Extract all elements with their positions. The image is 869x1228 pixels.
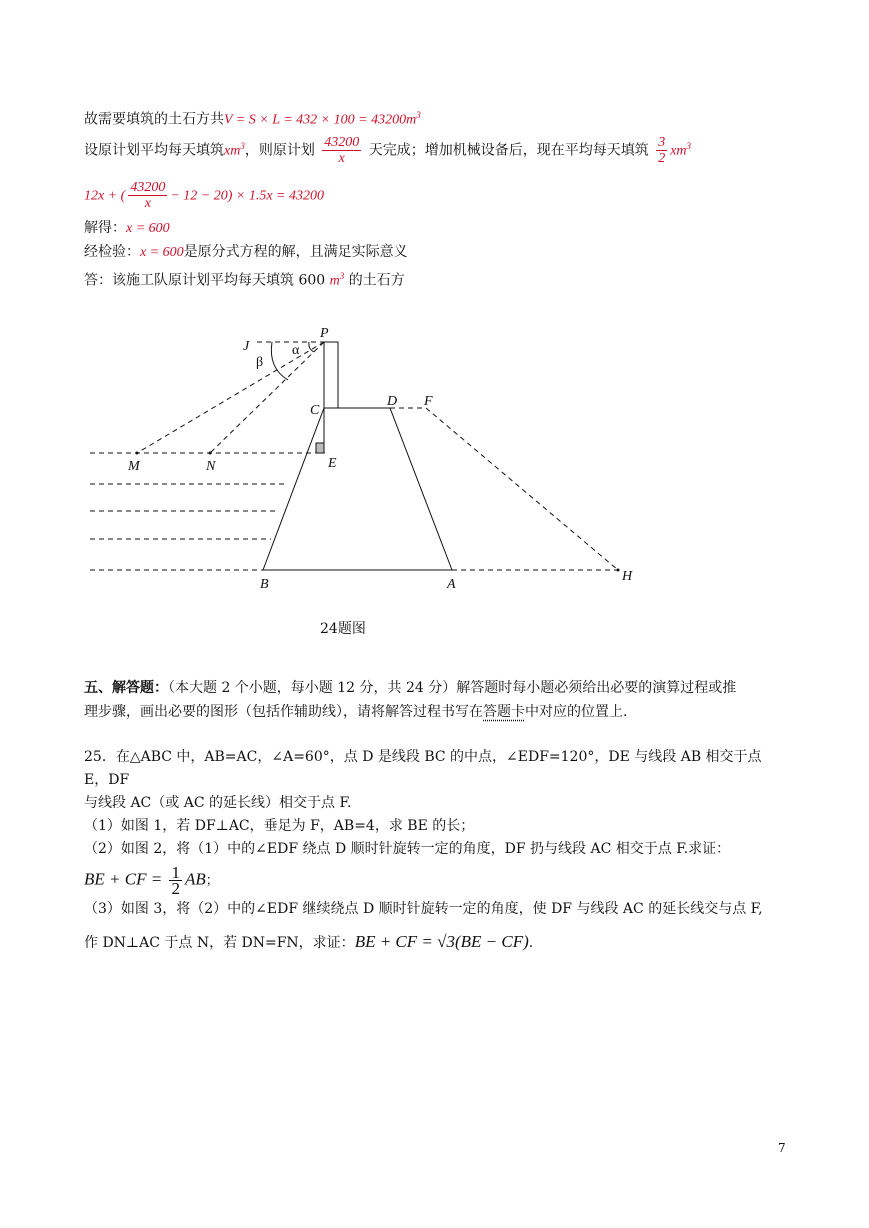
solution-check: [84, 242, 408, 263]
q25-line2: 与线段 AC（或 AC 的延长线）相交于点 F.: [84, 795, 352, 811]
label-a: A: [447, 577, 456, 592]
setup-text-c: ，则原计划: [244, 142, 315, 159]
q25-line7-math: BE + CF = √3(BE − CF): [354, 932, 529, 951]
point-n: [209, 452, 212, 455]
label-n: N: [206, 459, 216, 474]
q25-line6: （3）如图 3，将（2）中的∠EDF 继续绕点 D 顺时针旋转一定的角度，使 DF 与线段 AC 的延长线交与点 F,: [84, 901, 763, 917]
volume-text: 故需要填筑的土石方共: [84, 111, 224, 128]
label-p: P: [320, 326, 329, 341]
q25-line4: （2）如图 2，将（1）中的∠EDF 绕点 D 顺时针旋转一定的角度，DF 扔与线段 AC 相交于点 F.求证：: [84, 841, 731, 857]
label-beta: β: [256, 355, 264, 370]
figure-caption: 24题图: [320, 621, 366, 637]
solution-line-volume: [84, 105, 421, 131]
label-h: H: [622, 569, 633, 584]
setup-xm-2: xm: [670, 143, 687, 159]
check-label: 经检验：: [84, 244, 140, 260]
line-pm: [137, 342, 324, 453]
label-e: E: [328, 456, 337, 471]
line-fh: [426, 408, 618, 570]
check-text: 是原分式方程的解，且满足实际意义: [183, 244, 408, 260]
check-value: x = 600: [140, 245, 184, 260]
section-intro-line2a: 理步骤，画出必要的图形（包括作辅助线），请将解答过程书写在: [84, 704, 483, 720]
label-f: F: [424, 394, 433, 409]
answer-text-a: 答：该施工队原计划平均每天填筑 600: [84, 272, 330, 289]
q25-line5: BE + CF = $\frac{1}{2}$ AB；: [84, 863, 219, 898]
point-h: [617, 569, 620, 572]
solution-line-setup: 设原计划平均每天填筑$xm^3$，则原计划 $\frac{43200}{x}$ 天完成；增加机械设备后，现在平均每天填筑 $\frac{3}{2}$ $xm^3$: [84, 135, 692, 166]
page-number: 7: [778, 1141, 786, 1155]
solve-label: 解得：: [84, 220, 126, 236]
q25-line3: （1）如图 1，若 DF⊥AC，垂足为 F，AB=4，求 BE 的长；: [84, 818, 475, 834]
q25-line5-left: BE + CF =: [84, 869, 163, 889]
solve-value: x = 600: [126, 221, 170, 236]
q25-line5-right: AB: [184, 869, 206, 889]
pole: [324, 342, 338, 408]
answer-card-emphasis: 答题卡: [483, 704, 525, 720]
question-25: [84, 746, 784, 955]
section-heading: 五、解答题：: [84, 680, 168, 696]
setup-xm: xm: [224, 143, 241, 159]
right-angle-mark: [316, 443, 324, 453]
label-c: C: [310, 403, 320, 418]
line-pn: [210, 342, 324, 453]
setup-text-d: 天完成；增加机械设备后，现在平均每天填筑: [368, 142, 649, 159]
label-alpha: α: [292, 343, 300, 358]
section-intro: [84, 676, 784, 724]
q25-line7: 作 DN⊥AC 于点 N，若 DN=FN，求证：BE + CF = √3(BE − CF).: [84, 932, 534, 951]
volume-equation: V = S × L = 432 × 100 = 43200m: [224, 112, 417, 128]
eq-fraction: $\frac{43200}{x}$: [130, 180, 166, 211]
solution-equation: [84, 180, 324, 211]
dam-trapezoid: [263, 408, 452, 570]
label-d: D: [387, 394, 398, 409]
q25-half-fraction: $\frac{1}{2}$: [171, 863, 180, 898]
q25-line7-text: 作 DN⊥AC 于点 N，若 DN=FN，求证：: [84, 935, 355, 951]
label-b: B: [260, 577, 269, 592]
answer-text-b: 的土石方: [344, 272, 405, 289]
section-intro-line2b: 中对应的位置上.: [525, 704, 628, 720]
setup-fraction-2: $\frac{3}{2}$: [658, 135, 666, 166]
eq-left: 12x + (: [84, 188, 126, 204]
answer-unit: m: [329, 273, 340, 289]
cube-superscript: 3: [416, 110, 421, 120]
solution-solve: [84, 218, 170, 239]
point-m: [136, 452, 139, 455]
label-m: M: [128, 459, 140, 474]
beta-arc: [271, 342, 288, 380]
q25-line1: 25．在△ABC 中，AB=AC，∠A=60°，点 D 是线段 BC 的中点，∠EDF=120°，DE 与线段 AB 相交于点 E，DF: [84, 749, 762, 788]
alpha-arc: [309, 342, 314, 352]
solution-answer: 答：该施工队原计划平均每天填筑 600 $m^3$ 的土石方: [84, 271, 405, 289]
eq-right: − 12 − 20) × 1.5x = 43200: [170, 188, 324, 204]
setup-text-a: 设原计划平均每天填筑: [84, 142, 224, 159]
label-j: J: [243, 339, 250, 354]
dam-diagram: [0, 320, 869, 620]
setup-fraction: $\frac{43200}{x}$: [324, 135, 360, 166]
section-intro-line1: （本大题 2 个小题，每小题 12 分，共 24 分）解答题时每小题必须给出必要的演算过程或推: [168, 680, 737, 696]
